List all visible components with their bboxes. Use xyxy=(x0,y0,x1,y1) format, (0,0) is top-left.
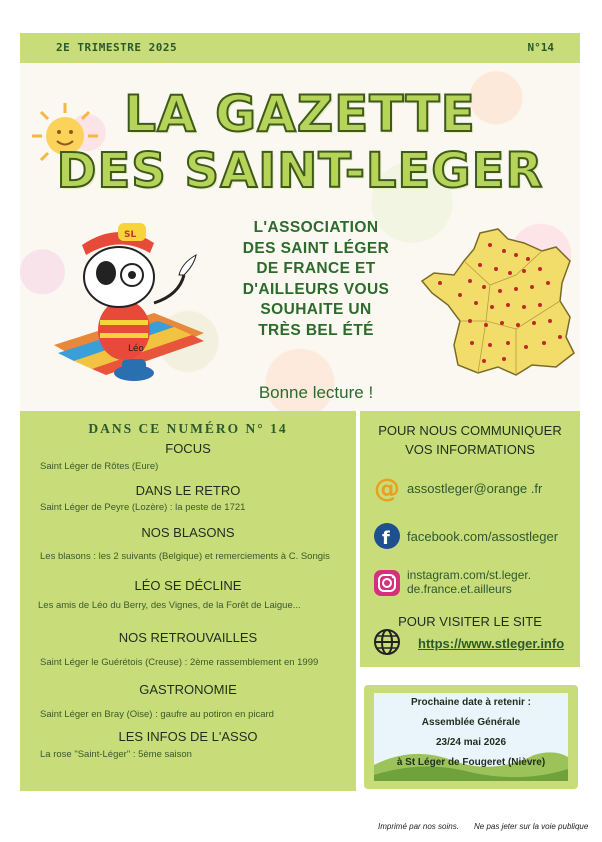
footer-printed: Imprimé par nos soins. xyxy=(378,822,459,831)
visit-heading: POUR VISITER LE SITE xyxy=(398,614,542,629)
section-item: Les blasons : les 2 suivants (Belgique) et remerciements à C. Songis xyxy=(40,551,330,562)
date-line2: Assemblée Générale xyxy=(421,717,521,728)
mascot-illustration xyxy=(54,215,204,395)
association-message xyxy=(216,218,416,341)
footer-notice: Ne pas jeter sur la voie publique xyxy=(474,822,589,831)
contents-panel xyxy=(20,411,356,791)
instagram-link-line1[interactable]: instagram.com/st.leger. xyxy=(407,568,532,582)
svg-text:@: @ xyxy=(374,474,400,503)
message-line: DES SAINT LÉGER xyxy=(242,239,390,257)
contact-heading-line2: VOS INFORMATIONS xyxy=(405,442,535,457)
message-line: SOUHAITE UN xyxy=(260,301,372,318)
section-item: Saint Léger de Rôtes (Eure) xyxy=(40,461,159,472)
section-title: NOS RETROUVAILLES xyxy=(118,630,258,645)
quarter-label: 2E TRIMESTRE 2025 xyxy=(56,41,178,54)
message-line: L'ASSOCIATION xyxy=(253,219,379,236)
section-item: Les amis de Léo du Berry, des Vignes, de la Forêt de Laigue... xyxy=(38,600,301,611)
title-line-2: DES SAINT-LEGER xyxy=(56,143,544,199)
date-line4: à St Léger de Fougeret (Nièvre) xyxy=(396,757,546,768)
france-map-illustration xyxy=(420,225,580,385)
contact-heading-line1: POUR NOUS COMMUNIQUER xyxy=(378,423,562,438)
section-item: La rose "Saint-Léger" : 5ème saison xyxy=(40,749,192,760)
section-title: GASTRONOMIE xyxy=(139,682,237,697)
instagram-icon xyxy=(372,568,402,598)
section-title: NOS BLASONS xyxy=(141,525,235,540)
title-line-1: LA GAZETTE xyxy=(124,85,476,143)
mascot-cap-text: SL xyxy=(124,230,137,240)
issue-number: N°14 xyxy=(527,41,554,54)
section-item: Saint Léger de Peyre (Lozère) : la peste de 1721 xyxy=(40,502,246,513)
message-line: DE FRANCE ET xyxy=(256,260,376,277)
section-title: DANS LE RETRO xyxy=(135,483,241,498)
date-stamp-inner xyxy=(374,693,568,781)
header-bar xyxy=(20,33,580,63)
contents-heading: DANS CE NUMÉRO N° 14 xyxy=(88,421,288,436)
mascot-shirt-text: Léo xyxy=(128,344,144,354)
email-icon xyxy=(372,473,402,503)
instagram-link-line2[interactable]: de.france.et.ailleurs xyxy=(407,582,512,596)
contact-panel xyxy=(360,411,580,667)
section-title: FOCUS xyxy=(165,441,211,456)
section-item: Saint Léger en Bray (Oise) : gaufre au potiron en picard xyxy=(40,709,274,720)
section-item: Saint Léger le Guérétois (Creuse) : 2ème rassemblement en 1999 xyxy=(40,657,319,668)
svg-text:f: f xyxy=(382,528,390,549)
hero-banner xyxy=(20,63,580,411)
bonne-lecture: Bonne lecture ! xyxy=(258,383,374,402)
website-link[interactable]: https://www.stleger.info xyxy=(418,636,565,651)
facebook-icon xyxy=(372,521,402,551)
date-line3: 23/24 mai 2026 xyxy=(435,737,507,748)
section-title: LES INFOS DE L'ASSO xyxy=(118,729,258,744)
message-line: D'AILLEURS VOUS xyxy=(242,280,390,298)
date-stamp xyxy=(364,685,578,789)
email-link[interactable]: assostleger@orange .fr xyxy=(407,481,543,496)
message-line: TRÈS BEL ÉTÉ xyxy=(258,321,374,339)
facebook-link[interactable]: facebook.com/assostleger xyxy=(407,529,559,544)
globe-icon xyxy=(372,627,402,657)
section-title: LÉO SE DÉCLINE xyxy=(134,578,242,593)
date-line1: Prochaine date à retenir : xyxy=(410,697,532,708)
